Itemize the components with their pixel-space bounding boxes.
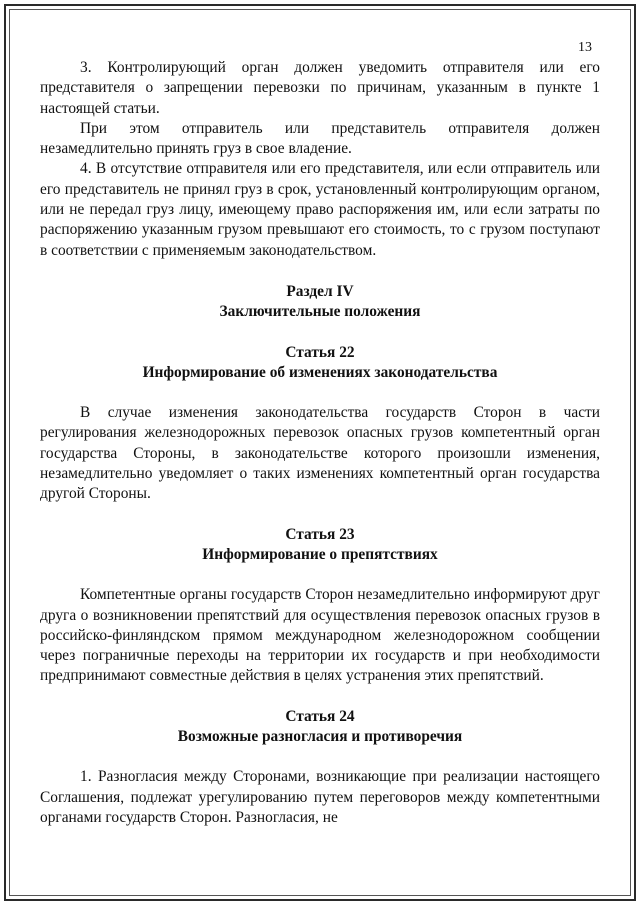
page-number: 13 [578,40,592,55]
article-24-number: Статья 24 [285,707,355,725]
section-number: Раздел IV [286,282,354,300]
spacer [40,383,600,403]
paragraph-4: 4. В отсутствие отправителя или его представителя, или если отправитель или его представитель не принял груз в срок, установленный контролирующим органом, или не передал груз лицу, имеющему право распоряжения им, или если затраты по распоряжению указанным грузом превышают его стоимость, то с грузом поступают в соответствии с применяемым законодательством. [40,160,600,259]
article-23-text: Компетентные органы государств Сторон незамедлительно информируют друг друга о возникновении препятствий для осуществления перевозок опасных грузов в российско-финляндском прямом международном железнодорожном сообщении через пограничные переходы на территории их государств и при необходимости предпринимают совместные действия в целях устранения этих препятствий. [40,586,600,685]
article-24-title: Возможные разногласия и противоречия [177,728,463,746]
document-page [40,38,600,828]
paragraph-3-continuation: При этом отправитель или представитель отправителя должен незамедлительно принять груз в свое владение. [40,119,600,158]
article-23-title: Информирование о препятствиях [202,545,438,563]
spacer [40,565,600,585]
article-24-text: 1. Разногласия между Сторонами, возникающие при реализации настоящего Соглашения, подлежат урегулированию путем переговоров между компетентными органами государств Сторон. Разногласия, не [40,768,600,826]
article-23-number: Статья 23 [285,525,355,543]
article-22-number: Статья 22 [285,343,355,361]
article-22-text: В случае изменения законодательства государств Сторон в части регулирования железнодорожных перевозок опасных грузов компетентный орган государства Стороны, в законодательстве которого произошли изменения, незамедлительно уведомляет о таких изменениях компетентный орган государства другой Стороны. [40,404,600,503]
section-title: Заключительные положения [219,303,421,321]
article-22-title: Информирование об изменениях законодательства [142,363,498,381]
spacer [40,747,600,767]
paragraph-3: 3. Контролирующий орган должен уведомить отправителя или его представителя о запрещении перевозки по причинам, указанным в пункте 1 настоящей статьи. [40,59,600,117]
